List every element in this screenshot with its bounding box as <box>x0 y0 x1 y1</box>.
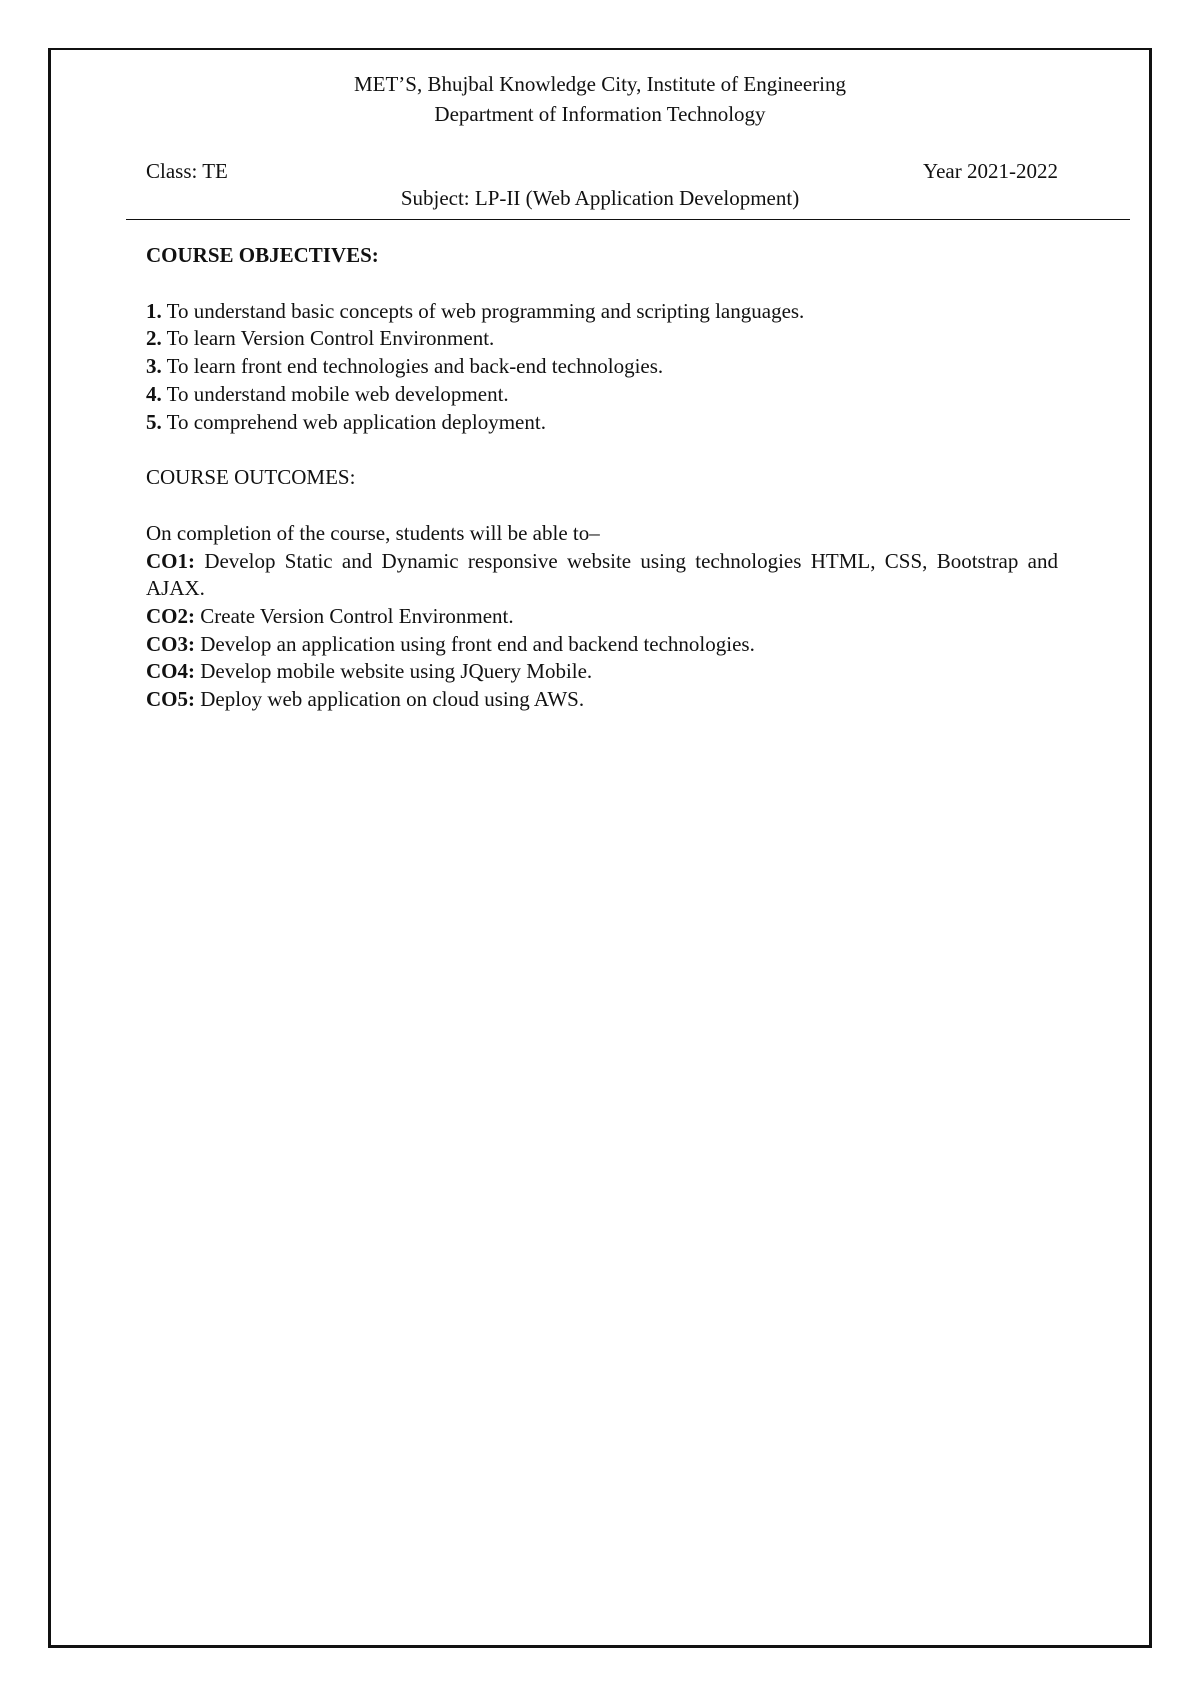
outcomes-intro: On completion of the course, students will be able to– <box>146 520 600 545</box>
outcome-item <box>146 631 1058 659</box>
objectives-heading: COURSE OBJECTIVES: <box>146 243 379 267</box>
objective-number: 3. <box>146 354 162 379</box>
objective-number: 1. <box>146 298 162 323</box>
header-divider <box>126 219 1130 220</box>
objective-number: 2. <box>146 326 162 351</box>
objective-number: 4. <box>146 381 162 406</box>
class-label: Class: TE <box>146 159 228 183</box>
objective-text: To comprehend web application deployment. <box>161 409 546 434</box>
outcome-text: Develop an application using front end and backend technologies. <box>195 631 755 656</box>
outcomes-heading: COURSE OUTCOMES: <box>146 465 356 490</box>
outcome-code: CO2: <box>146 604 195 629</box>
document-body <box>146 242 1058 714</box>
objective-item <box>146 381 1058 409</box>
outcome-text: Deploy web application on cloud using AWS. <box>195 687 585 712</box>
outcome-code: CO4: <box>146 659 195 684</box>
objective-text: To understand mobile web development. <box>161 381 509 406</box>
outcome-item <box>146 658 1058 686</box>
outcome-text: Develop mobile website using JQuery Mobile. <box>195 659 593 684</box>
subject-title: Subject: LP-II (Web Application Development) <box>400 186 800 210</box>
objective-item <box>146 353 1058 381</box>
department-name: Department of Information Technology <box>434 102 766 126</box>
objective-item <box>146 325 1058 353</box>
objective-number: 5. <box>146 409 162 434</box>
objective-text: To understand basic concepts of web programming and scripting languages. <box>161 298 805 323</box>
objective-item <box>146 298 1058 326</box>
outcome-item <box>146 686 1058 714</box>
outcome-code: CO3: <box>146 631 195 656</box>
institute-name: MET’S, Bhujbal Knowledge City, Institute of Engineering <box>353 72 847 96</box>
outcome-text: Create Version Control Environment. <box>195 604 514 629</box>
outcome-code: CO5: <box>146 687 195 712</box>
objective-item <box>146 409 1058 437</box>
outcome-item <box>146 603 1058 631</box>
outcome-text: Develop Static and Dynamic responsive website using technologies HTML, CSS, Bootstrap and AJAX. <box>146 548 1058 601</box>
objective-text: To learn Version Control Environment. <box>161 326 495 351</box>
year-label: Year 2021-2022 <box>923 159 1058 183</box>
outcome-code: CO1: <box>146 548 195 573</box>
objective-text: To learn front end technologies and back-end technologies. <box>161 354 664 379</box>
outcome-item <box>146 548 1058 603</box>
